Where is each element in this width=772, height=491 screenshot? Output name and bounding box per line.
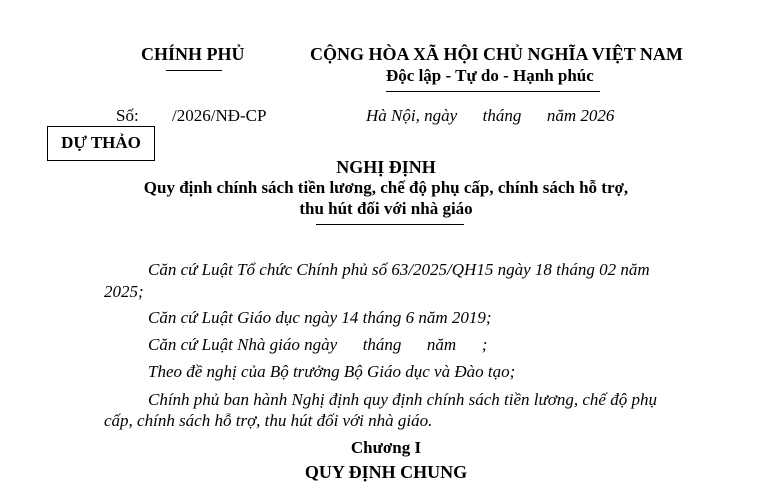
basis-line: Chính phủ ban hành Nghị định quy định chính sách tiền lương, chế độ phụ xyxy=(148,390,657,409)
chapter-title: QUY ĐỊNH CHUNG xyxy=(304,462,468,482)
motto-underline xyxy=(386,91,600,92)
basis-line: Theo đề nghị của Bộ trưởng Bộ Giáo dục và Đào tạo; xyxy=(148,362,516,381)
doc-type-title: NGHỊ ĐỊNH xyxy=(336,157,436,177)
basis-line: Căn cứ Luật Nhà giáo ngày tháng năm ; xyxy=(148,335,488,354)
national-motto: Độc lập - Tự do - Hạnh phúc xyxy=(386,66,594,85)
basis-line-cont: cấp, chính sách hỗ trợ, thu hút đối với nhà giáo. xyxy=(104,411,433,430)
doc-number-label: Số: xyxy=(116,106,139,125)
doc-subject-line-1: Quy định chính sách tiền lương, chế độ phụ cấp, chính sách hỗ trợ, xyxy=(143,178,629,197)
basis-line: Căn cứ Luật Giáo dục ngày 14 tháng 6 năm 2019; xyxy=(148,308,492,327)
basis-line-cont: 2025; xyxy=(104,282,144,301)
agency-underline xyxy=(166,70,222,71)
place-date: Hà Nội, ngày tháng năm 2026 xyxy=(366,106,615,125)
chapter-label: Chương I xyxy=(350,438,422,457)
basis-line: Căn cứ Luật Tổ chức Chính phủ số 63/2025/QH15 ngày 18 tháng 02 năm xyxy=(148,260,650,279)
draft-stamp: DỰ THẢO xyxy=(47,126,155,161)
doc-number-value: /2026/NĐ-CP xyxy=(172,106,267,125)
title-underline xyxy=(316,224,464,225)
doc-subject-line-2: thu hút đối với nhà giáo xyxy=(299,199,473,218)
country-name: CỘNG HÒA XÃ HỘI CHỦ NGHĨA VIỆT NAM xyxy=(310,44,683,64)
agency-name: CHÍNH PHỦ xyxy=(141,44,245,64)
